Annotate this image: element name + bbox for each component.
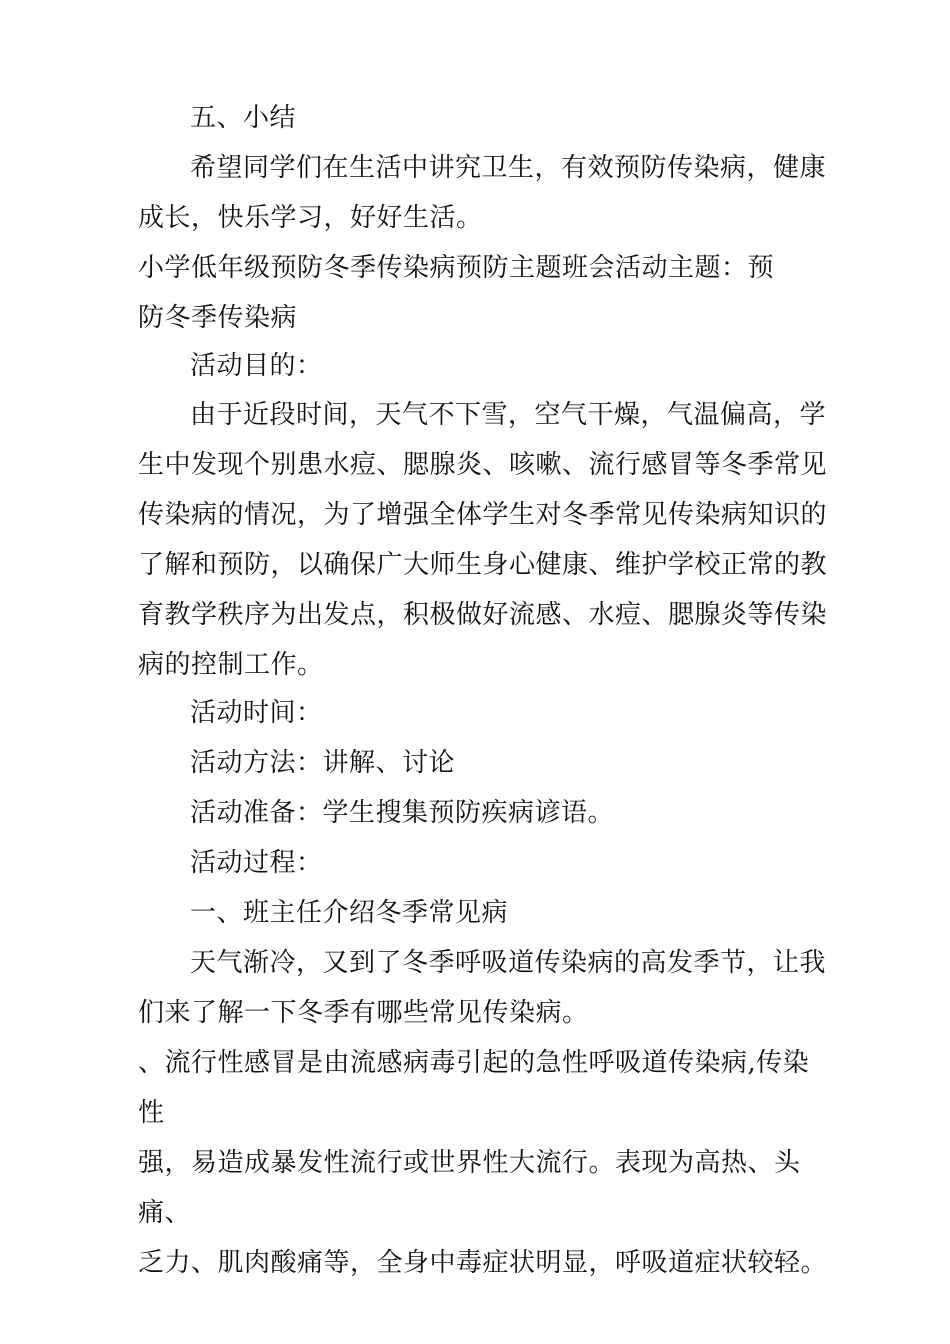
flu-line-2: 强，易造成暴发性流行或世界性大流行。表现为高热、头痛、 (138, 1148, 801, 1228)
flu-line-1: 、流行性感冒是由流感病毒引起的急性呼吸道传染病,传染性 (138, 1048, 810, 1128)
theme-title-line-1: 小学低年级预防冬季传染病预防主题班会活动主题：预 (138, 253, 775, 283)
goal-paragraph (138, 390, 828, 690)
flu-paragraph (138, 1038, 828, 1288)
flu-line-3: 乏力、肌肉酸痛等，全身中毒症状明显，呼吸道症状较轻。 (138, 1248, 828, 1278)
goal-line-5: 育教学秩序为出发点，积极做好流感、水痘、腮腺炎等传染 (138, 600, 828, 630)
goal-line-1: 由于近段时间，天气不下雪，空气干燥，气温偏高，学 (190, 400, 827, 430)
time-label: 活动时间： (190, 698, 323, 728)
section1-line-2: 们来了解一下冬季有哪些常见传染病。 (138, 998, 589, 1028)
goal-line-2: 生中发现个别患水痘、腮腺炎、咳嗽、流行感冒等冬季常见 (138, 450, 828, 480)
method-line: 活动方法：讲解、讨论 (190, 748, 456, 778)
goal-line-3: 传染病的情况，为了增强全体学生对冬季常见传染病知识的 (138, 500, 828, 530)
process-label: 活动过程： (190, 848, 323, 878)
section1-paragraph (138, 938, 828, 1038)
goal-line-6: 病的控制工作。 (138, 650, 324, 680)
summary-paragraph (138, 143, 828, 243)
summary-heading: 五、小结 (190, 103, 297, 133)
goal-label: 活动目的： (190, 351, 323, 381)
summary-line-1: 希望同学们在生活中讲究卫生，有效预防传染病，健康 (190, 153, 827, 183)
goal-line-4: 了解和预防，以确保广大师生身心健康、维护学校正常的教 (138, 550, 828, 580)
prep-line: 活动准备：学生搜集预防疾病谚语。 (190, 798, 615, 828)
summary-line-2: 成长，快乐学习，好好生活。 (138, 203, 483, 233)
theme-title-line-2: 防冬季传染病 (138, 303, 298, 333)
section1-line-1: 天气渐冷，又到了冬季呼吸道传染病的高发季节，让我 (190, 948, 827, 978)
theme-title (138, 243, 828, 343)
section1-heading: 一、班主任介绍冬季常见病 (190, 898, 509, 928)
